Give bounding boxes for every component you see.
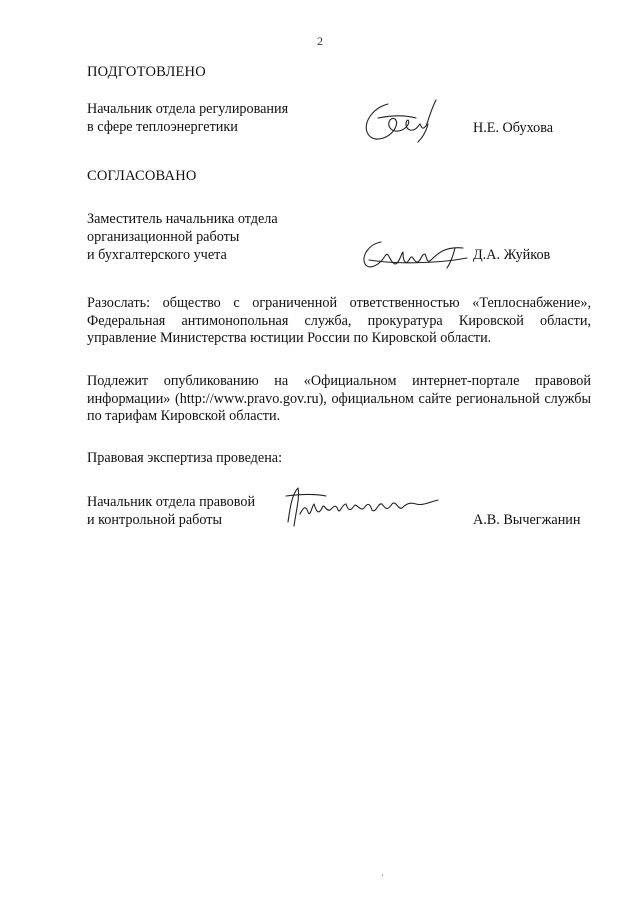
legal-heading: Правовая экспертиза проведена: (87, 450, 283, 466)
agreed-position-line-3: и бухгалтерского учета (87, 247, 227, 263)
legal-position-line-1: Начальник отдела правовой (87, 494, 256, 510)
signature-obukhova (358, 94, 442, 150)
footer-mark: · (381, 870, 384, 880)
publication-paragraph: Подлежит опубликованию на «Официальном интернет-портале правовой информации» (http://www.pravo.gov.ru), официальном сайте региональной службы по тарифам Кировской области. (87, 373, 591, 424)
agreed-name: Д.А. Жуйков (473, 247, 551, 263)
page-number: 2 (317, 34, 323, 48)
agreed-position-line-1: Заместитель начальника отдела (87, 211, 278, 227)
prepared-name: Н.Е. Обухова (473, 120, 554, 136)
signature-vychegzhanin (282, 482, 442, 532)
agreed-position-line-2: организационной работы (87, 229, 240, 245)
prepared-heading: ПОДГОТОВЛЕНО (87, 64, 206, 80)
legal-position-line-2: и контрольной работы (87, 512, 222, 528)
prepared-position-line-1: Начальник отдела регулирования (87, 101, 289, 117)
prepared-position-line-2: в сфере теплоэнергетики (87, 119, 238, 135)
distribution-paragraph: Разослать: общество с ограниченной ответственностью «Теплоснабжение», Федеральная антимонопольная служба, прокуратура Кировской области, управление Министерства юстиции России по Кировской области. (87, 295, 591, 346)
legal-name: А.В. Вычегжанин (473, 512, 581, 528)
signature-zhuikov (355, 234, 475, 274)
agreed-heading: СОГЛАСОВАНО (87, 168, 197, 184)
